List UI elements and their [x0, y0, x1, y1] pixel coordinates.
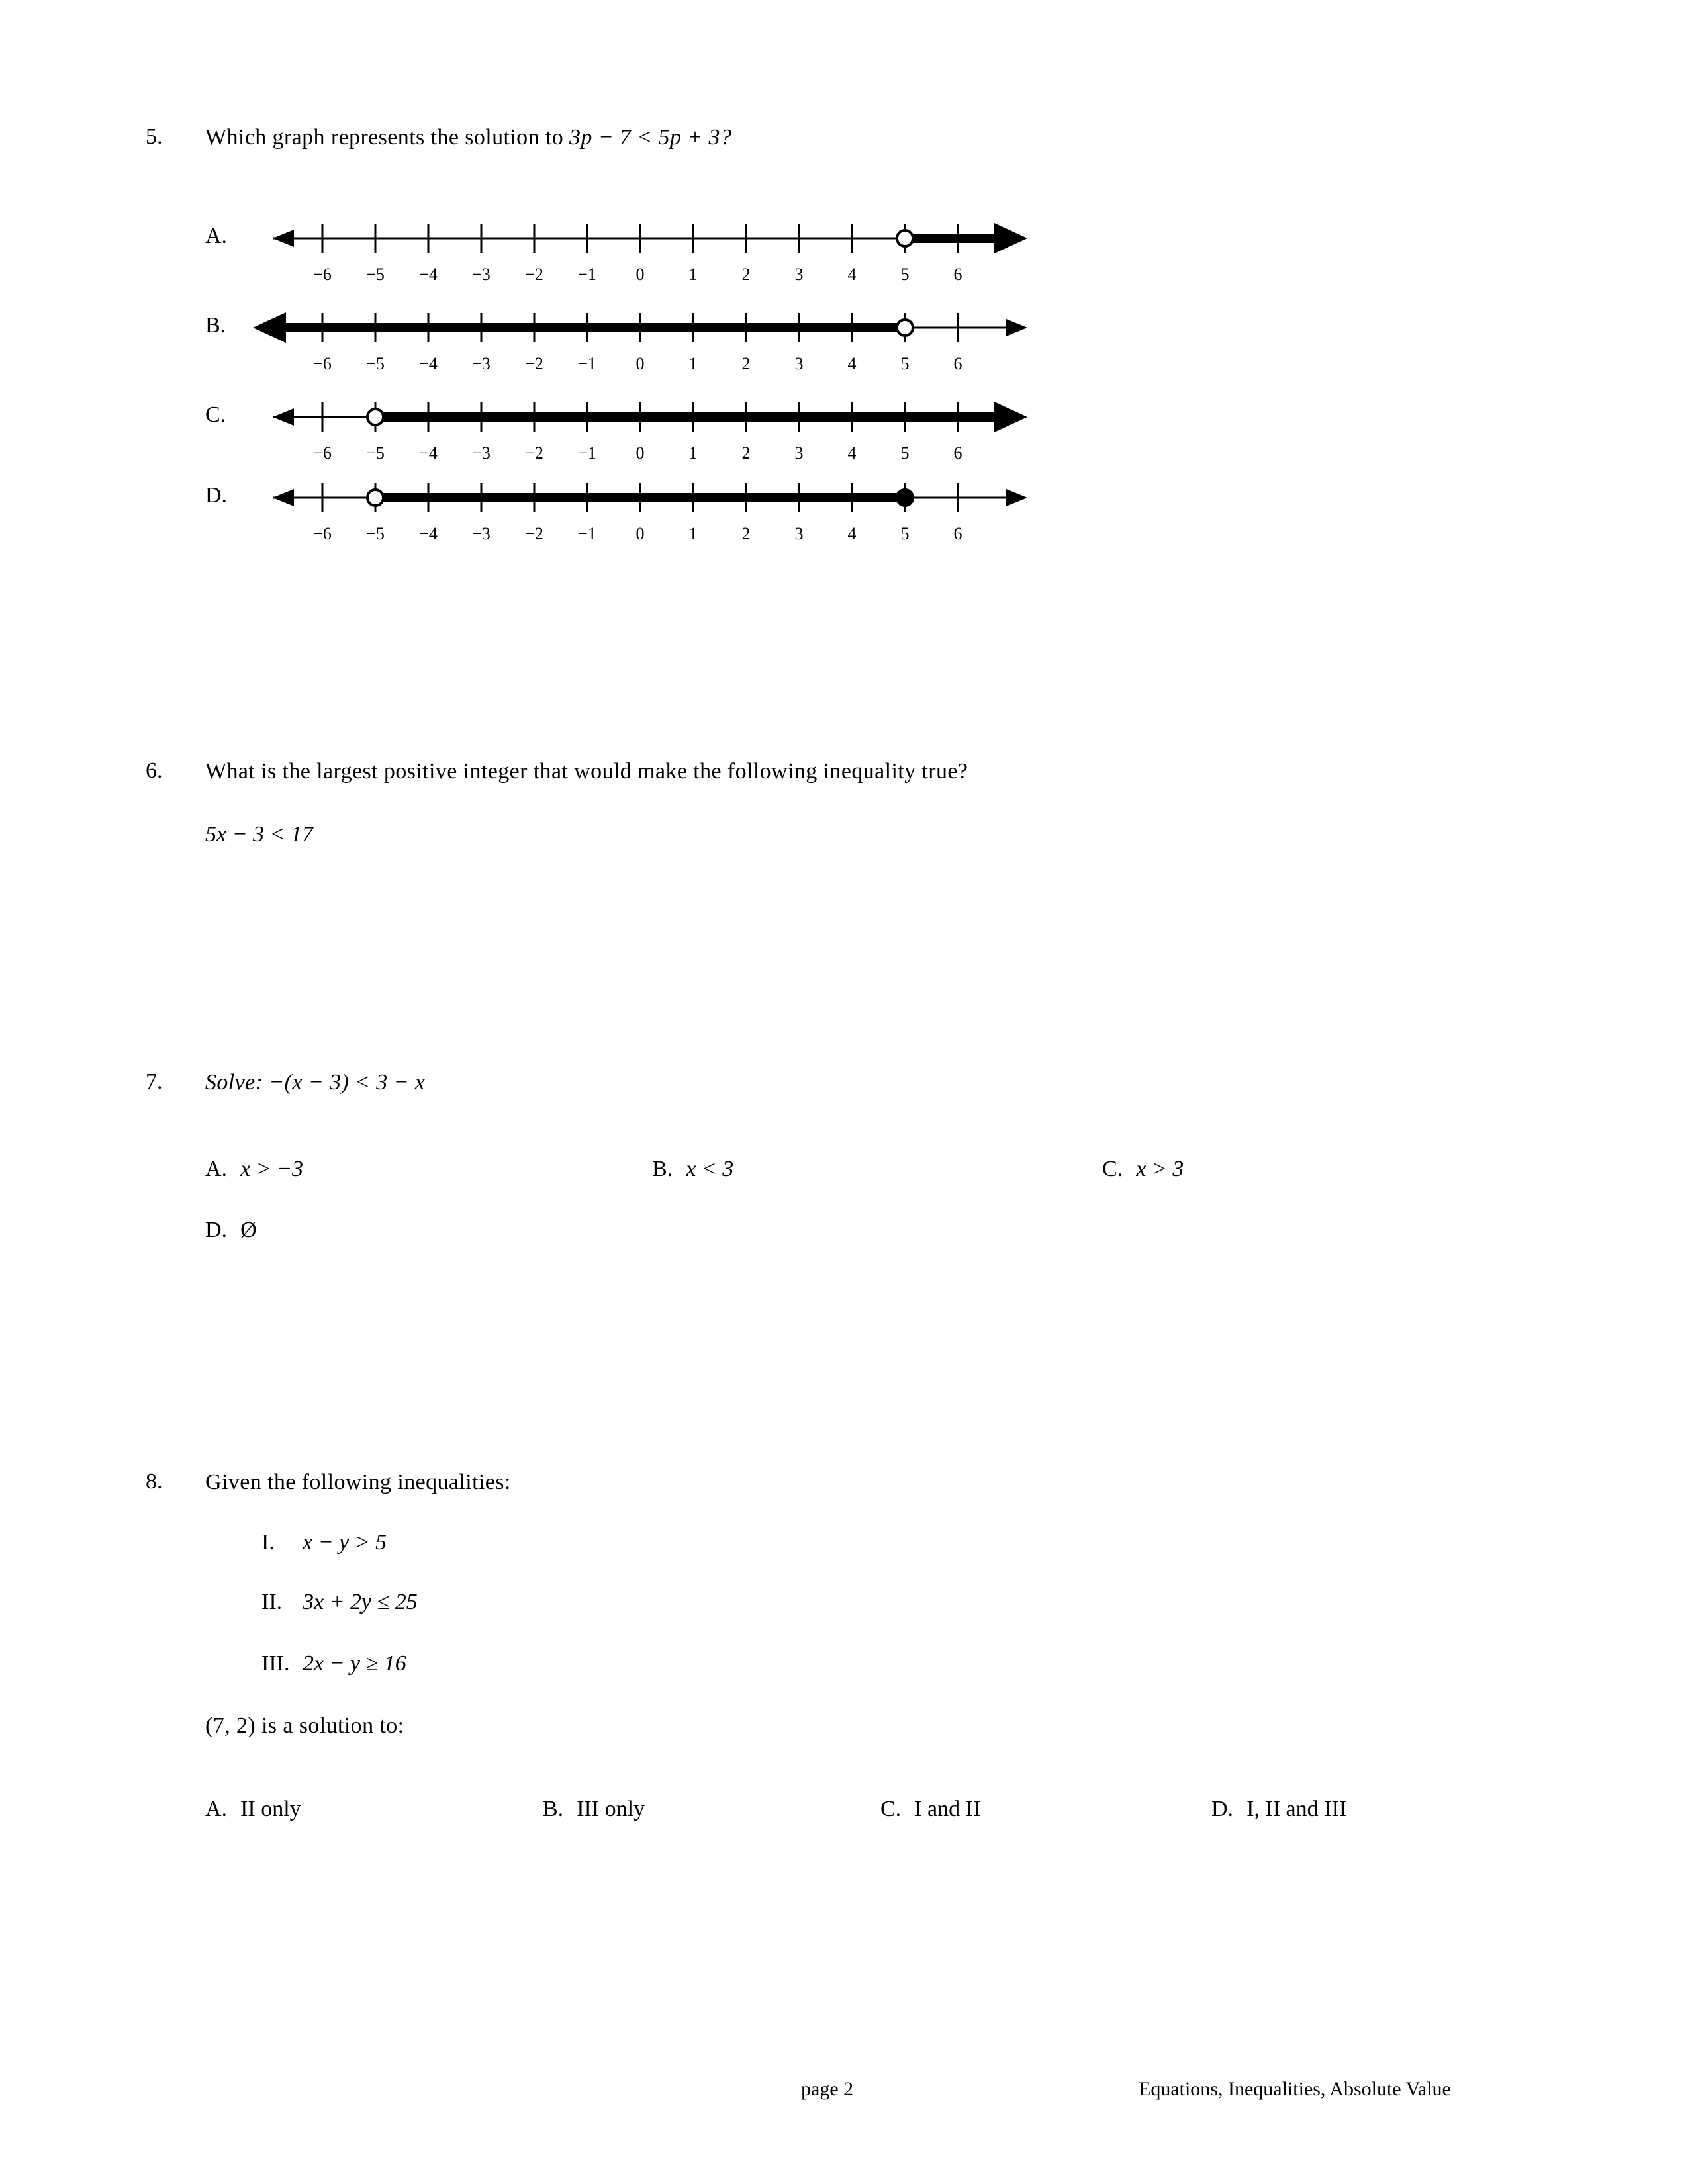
svg-text:3: 3 — [794, 265, 804, 284]
svg-text:−5: −5 — [366, 443, 385, 463]
svg-text:1: 1 — [688, 524, 698, 543]
question-8-choice-d[interactable] — [1211, 1797, 1346, 1822]
question-8-choice-c-text: I and II — [914, 1797, 981, 1821]
svg-text:1: 1 — [688, 265, 698, 284]
svg-text:−5: −5 — [366, 524, 385, 543]
svg-text:−1: −1 — [578, 265, 596, 284]
svg-text:1: 1 — [688, 443, 698, 463]
question-8-item-ii — [261, 1590, 418, 1615]
svg-text:5: 5 — [900, 265, 910, 284]
question-7-choice-c[interactable] — [1102, 1157, 1184, 1182]
svg-text:−1: −1 — [578, 443, 596, 463]
choice-d-label: D. — [205, 483, 228, 508]
question-8-item-iii-text: 2x − y ≥ 16 — [303, 1651, 406, 1676]
question-7-choice-a[interactable] — [205, 1157, 303, 1182]
question-8-item-ii-text: 3x + 2y ≤ 25 — [303, 1590, 418, 1614]
question-7-choice-d-text: Ø — [240, 1218, 257, 1242]
question-8-item-i — [261, 1530, 387, 1555]
question-6-number: 6. — [146, 758, 163, 783]
question-8-item-i-label: I. — [261, 1530, 275, 1555]
svg-text:6: 6 — [953, 354, 962, 373]
svg-text:−4: −4 — [419, 265, 438, 284]
svg-text:4: 4 — [847, 524, 857, 543]
question-7-choice-b-text: x < 3 — [686, 1157, 734, 1181]
svg-text:3: 3 — [794, 443, 804, 463]
svg-text:4: 4 — [847, 443, 857, 463]
svg-text:6: 6 — [953, 265, 962, 284]
svg-text:−5: −5 — [366, 265, 385, 284]
question-7-choice-c-label: C. — [1102, 1157, 1123, 1181]
svg-text:4: 4 — [847, 354, 857, 373]
svg-text:3: 3 — [794, 524, 804, 543]
question-7-choice-d[interactable] — [205, 1218, 257, 1243]
svg-text:−2: −2 — [525, 524, 543, 543]
question-7-choice-a-text: x > −3 — [240, 1157, 304, 1181]
svg-text:−4: −4 — [419, 354, 438, 373]
svg-text:2: 2 — [741, 354, 751, 373]
question-5-prompt-math: 3p − 7 < 5p + 3? — [569, 125, 732, 150]
svg-text:−4: −4 — [419, 524, 438, 543]
question-8-subprompt: (7, 2) is a solution to: — [205, 1713, 404, 1738]
svg-text:6: 6 — [953, 443, 962, 463]
number-line-a — [253, 212, 1034, 298]
svg-text:5: 5 — [900, 443, 910, 463]
svg-text:1: 1 — [688, 354, 698, 373]
question-8-prompt: Given the following inequalities: — [205, 1470, 511, 1494]
number-line-d — [253, 471, 1034, 557]
question-7-choice-b-label: B. — [652, 1157, 673, 1181]
svg-text:−3: −3 — [472, 265, 491, 284]
svg-text:2: 2 — [741, 443, 751, 463]
svg-text:−1: −1 — [578, 354, 596, 373]
svg-text:−6: −6 — [313, 443, 332, 463]
question-8-choice-b-label: B. — [543, 1797, 564, 1821]
question-8-choice-d-label: D. — [1211, 1797, 1234, 1821]
question-5-prompt-text: Which graph represents the solution to — [205, 125, 570, 150]
question-8-choice-a-text: II only — [240, 1797, 301, 1821]
svg-text:−2: −2 — [525, 265, 543, 284]
question-8-item-iii-label: III. — [261, 1651, 290, 1676]
svg-text:6: 6 — [953, 524, 962, 543]
question-6-math: 5x − 3 < 17 — [205, 822, 313, 846]
number-line-b — [253, 301, 1034, 387]
svg-text:0: 0 — [635, 265, 645, 284]
footer-topic-title: Equations, Inequalities, Absolute Value — [1139, 2078, 1451, 2100]
svg-text:−6: −6 — [313, 524, 332, 543]
svg-text:5: 5 — [900, 524, 910, 543]
question-5-choice-a[interactable] — [205, 212, 1000, 311]
svg-text:0: 0 — [635, 354, 645, 373]
svg-text:−2: −2 — [525, 443, 543, 463]
question-7-number: 7. — [146, 1069, 163, 1094]
svg-text:−4: −4 — [419, 443, 438, 463]
question-8-choice-c[interactable] — [880, 1797, 980, 1822]
question-6-prompt: What is the largest positive integer that would make the following inequality true? — [205, 759, 968, 784]
svg-text:4: 4 — [847, 265, 857, 284]
question-7-choice-c-text: x > 3 — [1136, 1157, 1184, 1181]
question-8-item-i-text: x − y > 5 — [303, 1530, 387, 1555]
question-8-item-iii — [261, 1651, 406, 1676]
svg-text:−6: −6 — [313, 354, 332, 373]
choice-c-label: C. — [205, 402, 226, 427]
choice-b-label: B. — [205, 313, 226, 338]
svg-text:5: 5 — [900, 354, 910, 373]
svg-text:0: 0 — [635, 443, 645, 463]
question-5-choice-d[interactable] — [205, 471, 1000, 570]
question-8-choice-a[interactable] — [205, 1797, 301, 1822]
svg-text:−5: −5 — [366, 354, 385, 373]
question-7-choice-d-label: D. — [205, 1218, 228, 1242]
svg-text:−3: −3 — [472, 524, 491, 543]
svg-text:−1: −1 — [578, 524, 596, 543]
question-7-prompt: Solve: −(x − 3) < 3 − x — [205, 1070, 426, 1095]
question-8-choice-c-label: C. — [880, 1797, 902, 1821]
svg-text:−6: −6 — [313, 265, 332, 284]
svg-text:−3: −3 — [472, 354, 491, 373]
choice-a-label: A. — [205, 224, 228, 248]
svg-text:−3: −3 — [472, 443, 491, 463]
question-8-number: 8. — [146, 1469, 163, 1494]
question-8-choice-b-text: III only — [577, 1797, 645, 1821]
svg-text:2: 2 — [741, 524, 751, 543]
question-7-choice-a-label: A. — [205, 1157, 228, 1181]
question-7-choice-b[interactable] — [652, 1157, 733, 1182]
question-8-choice-b[interactable] — [543, 1797, 645, 1822]
question-8-choice-d-text: I, II and III — [1246, 1797, 1347, 1821]
svg-text:−2: −2 — [525, 354, 543, 373]
svg-text:0: 0 — [635, 524, 645, 543]
svg-text:3: 3 — [794, 354, 804, 373]
question-5-number: 5. — [146, 124, 163, 149]
question-5-choice-b[interactable] — [205, 301, 1000, 400]
number-line-c — [253, 390, 1034, 477]
svg-text:2: 2 — [741, 265, 751, 284]
question-8-choice-a-label: A. — [205, 1797, 228, 1821]
question-8-item-ii-label: II. — [261, 1590, 283, 1614]
footer-page-number: page 2 — [801, 2078, 854, 2100]
question-5-prompt — [205, 124, 731, 150]
